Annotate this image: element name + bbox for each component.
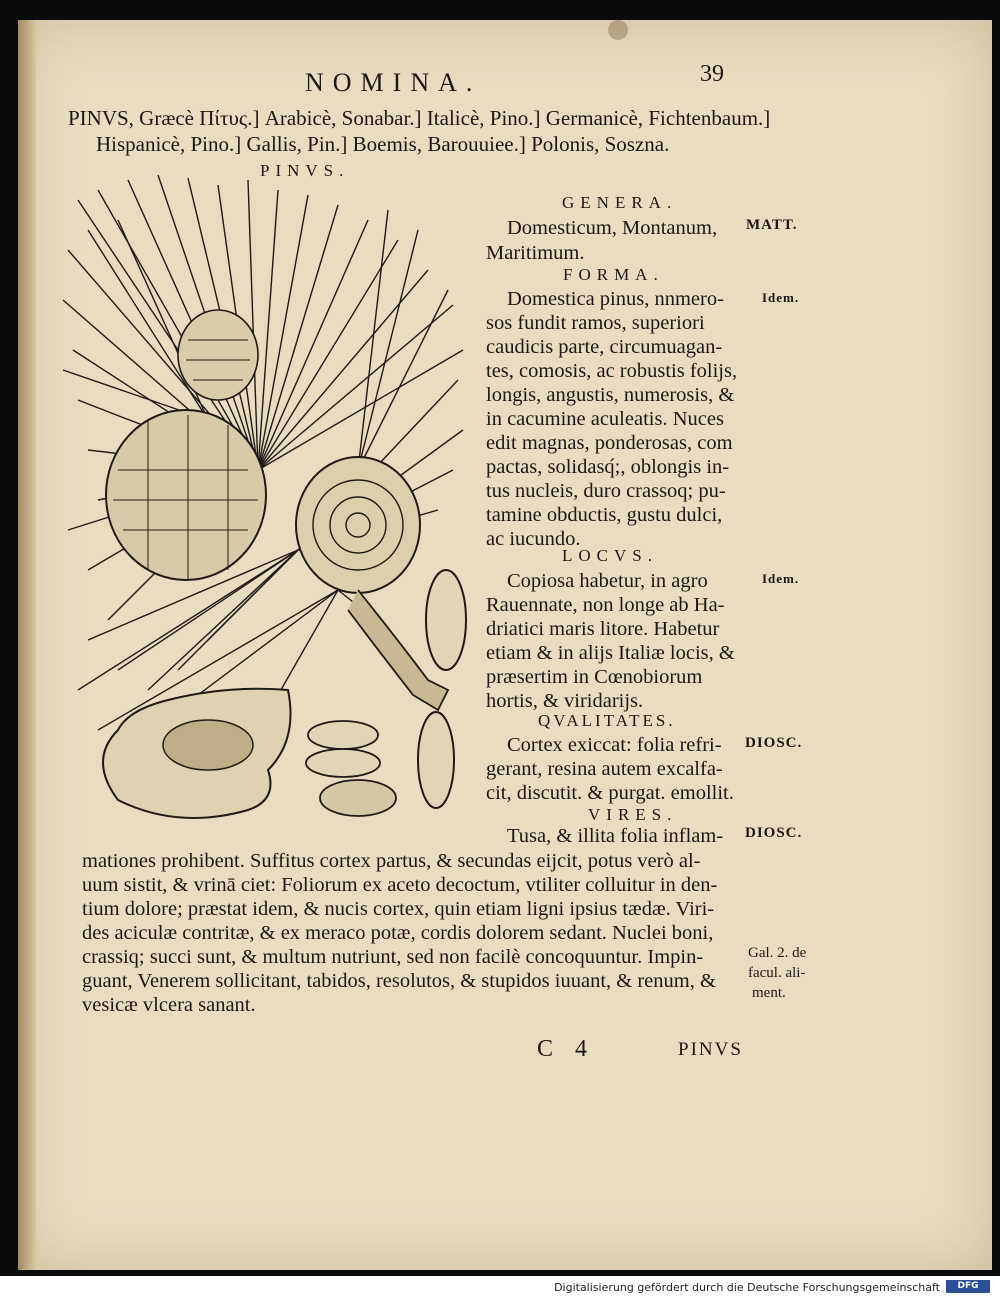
section-heading: GENERA. (562, 193, 678, 212)
marginal-note: facul. ali- (748, 965, 806, 981)
marginal-note: ment. (752, 985, 786, 1001)
marginal-note: DIOSC. (745, 825, 803, 841)
text-line: edit magnas, ponderosas, com (486, 432, 733, 454)
text-line: Rauennate, non longe ab Ha- (486, 594, 725, 616)
text-line: Tusa, & illita folia inflam- (507, 825, 724, 847)
dfg-logo: DFG (946, 1280, 990, 1293)
text-line: Cortex exiccat: folia refri- (507, 734, 722, 756)
text-line: in cacumine aculeatis. Nuces (486, 408, 724, 430)
pine-nut-2 (418, 712, 454, 808)
text-line: caudicis parte, circumuagan- (486, 336, 723, 358)
text-line: ac iucundo. (486, 528, 581, 550)
text-line: vesicæ vlcera sanant. (82, 994, 256, 1016)
text-line: hortis, & viridarijs. (486, 690, 644, 712)
names-line-1: PINVS, Græcè Πίτυς.] Arabicè, Sonabar.] Italicè, Pino.] Germanicè, Fichtenbaum.] (68, 106, 771, 130)
running-title: NOMINA. (305, 68, 482, 97)
pine-kernel-2 (306, 749, 380, 777)
text-line: driatici maris litore. Habetur (486, 618, 720, 640)
text-line: uum sistit, & vrinā ciet: Foliorum ex aceto decoctum, vtiliter colluitur in den- (82, 874, 718, 896)
pine-nut-1 (426, 570, 466, 670)
text-line: Domesticum, Montanum, (507, 217, 718, 239)
marginal-note: Gal. 2. de (748, 945, 807, 961)
text-line: gerant, resina autem excalfa- (486, 758, 723, 780)
pine-kernel-3 (320, 780, 396, 816)
figure-title: PINVS. (260, 161, 350, 180)
text-line: cit, discutit. & purgat. emollit. (486, 782, 734, 804)
text-line: longis, angustis, numerosis, & (486, 384, 735, 406)
catchword: PINVS (678, 1039, 743, 1060)
page-spine-shadow (18, 20, 36, 1270)
section-heading: LOCVS. (562, 546, 658, 565)
pine-kernel-1 (308, 721, 378, 749)
digitization-note: Digitalisierung gefördert durch die Deutsche Forschungsgemeinschaft (554, 1281, 940, 1294)
marginal-note: DIOSC. (745, 735, 803, 751)
text-line: Maritimum. (486, 242, 585, 264)
text-line: tus nucleis, duro crassoq; pu- (486, 480, 726, 502)
page-number: 39 (700, 61, 724, 87)
text-line: etiam & in alijs Italiæ locis, & (486, 642, 735, 664)
text-line: guant, Venerem sollicitant, tabidos, resolutos, & stupidos iuuant, & renum, & (82, 970, 716, 992)
text-line: præsertim in Cœnobiorum (486, 666, 703, 688)
text-line: pactas, solidasq́;, oblongis in- (486, 456, 730, 478)
text-line: sos fundit ramos, superiori (486, 312, 705, 334)
ink-smudge (608, 20, 628, 40)
marginal-note: Idem. (762, 290, 800, 305)
text-line: crassiq; succi sunt, & multum nutriunt, sed non facilè concoquuntur. Impin- (82, 946, 704, 968)
text-line: tamine obductis, gustu dulci, (486, 504, 723, 526)
names-line-2: Hispanicè, Pino.] Gallis, Pin.] Boemis, Barouuiee.] Polonis, Soszna. (96, 132, 670, 156)
section-heading: VIRES. (588, 805, 678, 824)
text-line: Copiosa habetur, in agro (507, 570, 708, 592)
text-line: tes, comosis, ac robustis folijs, (486, 360, 738, 382)
text-line: des aciculæ contritæ, & ex meraco potæ, cordis dolorem sedant. Nuclei boni, (82, 922, 714, 944)
text-line: Domestica pinus, nnmero- (507, 288, 724, 310)
section-heading: FORMA. (563, 265, 664, 284)
section-heading: QVALITATES. (538, 711, 676, 730)
text-line: tium dolore; præstat idem, & nucis cortex, quin etiam ligni ipsius tædæ. Viri- (82, 898, 715, 920)
signature-mark: C 4 (537, 1036, 596, 1062)
text-line: mationes prohibent. Suffitus cortex partus, & secundas eijcit, potus verò al- (82, 850, 701, 872)
marginal-note: MATT. (746, 217, 798, 233)
marginal-note: Idem. (762, 571, 800, 586)
pine-woodcut-illustration (58, 170, 468, 820)
